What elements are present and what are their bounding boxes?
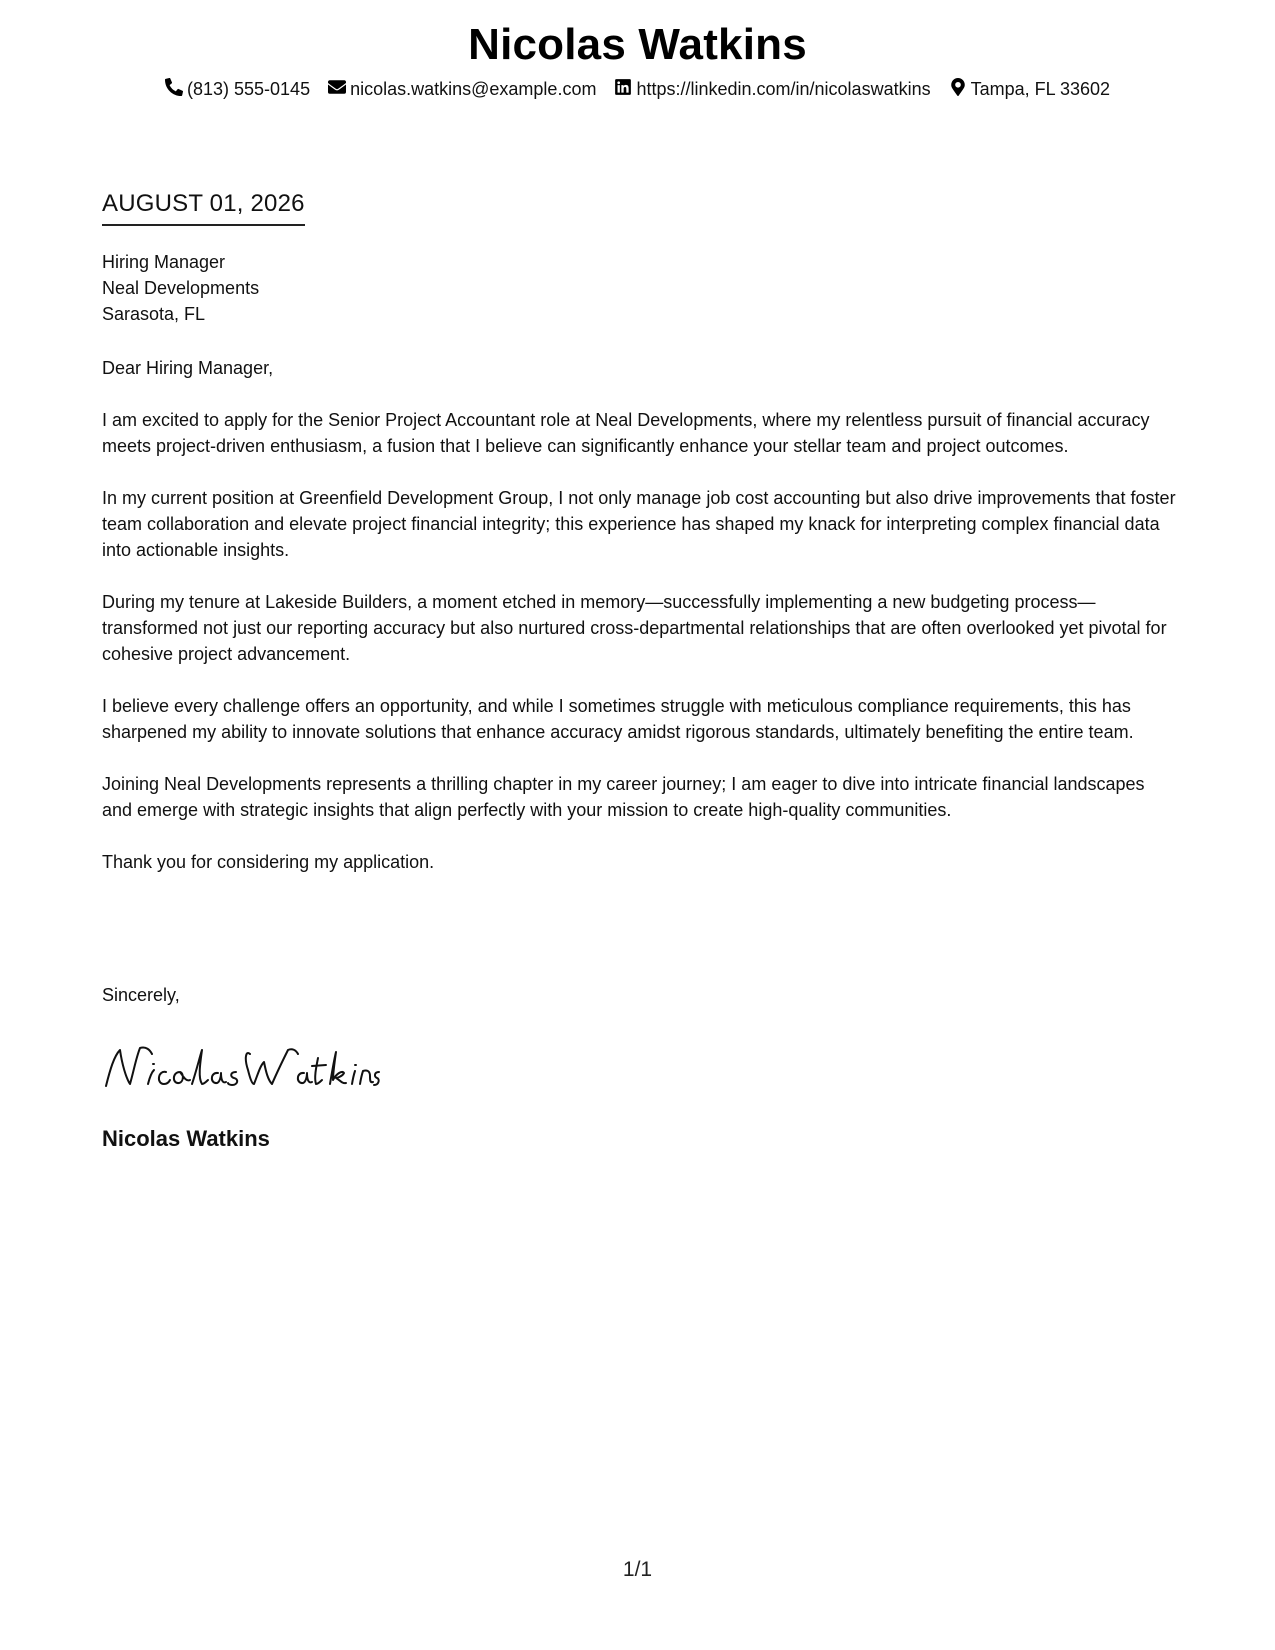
linkedin-icon (614, 78, 632, 101)
signer-name: Nicolas Watkins (102, 1126, 270, 1151)
linkedin-url-text: https://linkedin.com/in/nicolaswatkins (636, 79, 931, 99)
letter-body (102, 355, 1177, 901)
recipient-block (102, 249, 259, 327)
page-indicator: 1/1 (622, 1558, 653, 1581)
email-text: nicolas.watkins@example.com (350, 79, 597, 99)
envelope-icon (328, 78, 346, 101)
body-paragraph: In my current position at Greenfield Development Group, I not only manage job cost accounting but also drive improvements that foster team collaboration and elevate project financial integrity; this experience has shaped my knack for interpreting complex financial data into actionable insights. (102, 488, 1176, 560)
contact-phone (165, 78, 310, 101)
location-text: Tampa, FL 33602 (970, 79, 1111, 99)
phone-icon (165, 78, 183, 101)
body-paragraph: I believe every challenge offers an opportunity, and while I sometimes struggle with meticulous compliance requirements, this has sharpened my ability to innovate solutions that enhance accuracy amidst rigorous standards, ultimately benefiting the entire team. (102, 696, 1134, 742)
recipient-title: Hiring Manager (102, 252, 226, 272)
applicant-name-heading: Nicolas Watkins (468, 20, 807, 69)
recipient-company: Neal Developments (102, 278, 260, 298)
handwritten-signature (100, 1040, 380, 1098)
body-paragraph: I am excited to apply for the Senior Project Accountant role at Neal Developments, where my relentless pursuit of financial accuracy meets project-driven enthusiasm, a fusion that I believe can significantly enhance your stellar team and project outcomes. (102, 410, 1150, 456)
closing-line: Sincerely, (102, 985, 180, 1005)
recipient-location: Sarasota, FL (102, 304, 206, 324)
contact-linkedin (614, 78, 930, 101)
phone-number-text: (813) 555-0145 (186, 79, 311, 99)
letter-date: AUGUST 01, 2026 (102, 190, 305, 226)
body-paragraph: During my tenure at Lakeside Builders, a moment etched in memory—successfully implementing a new budgeting process—transformed not just our reporting accuracy but also nurtured cross-departmental relationships that are often overlooked yet pivotal for cohesive project advancement. (102, 592, 1167, 664)
salutation: Dear Hiring Manager, (102, 358, 274, 378)
thank-you-line: Thank you for considering my application. (102, 852, 435, 872)
map-marker-icon (949, 78, 967, 101)
contact-email (328, 78, 596, 101)
contact-info-row (0, 78, 1275, 101)
body-paragraph: Joining Neal Developments represents a thrilling chapter in my career journey; I am eager to dive into intricate financial landscapes and emerge with strategic insights that align perfectly with your mission to create high-quality communities. (102, 774, 1145, 820)
contact-location (949, 78, 1110, 101)
